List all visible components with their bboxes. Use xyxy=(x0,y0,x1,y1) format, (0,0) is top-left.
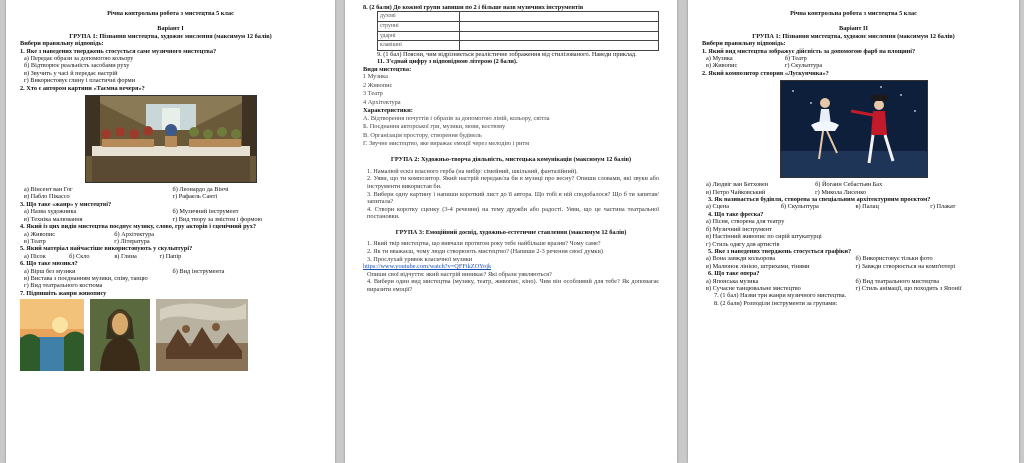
question-6: 6. Що таке опера? xyxy=(708,270,760,278)
answer-option[interactable]: б) Використовує тільки фото xyxy=(855,255,933,263)
question-6: 6. Що таке мюзикл? xyxy=(20,260,78,268)
list-item: 2 Живопис xyxy=(363,81,393,89)
table-row xyxy=(378,12,659,22)
table-row xyxy=(378,22,659,32)
answer-option[interactable]: а) Вінсент ван Гог xyxy=(24,186,73,194)
instrument-groups-table xyxy=(377,11,659,50)
answer-option[interactable]: а) Живопис xyxy=(24,230,56,238)
answer-option[interactable]: г) Скульптура xyxy=(784,62,823,70)
question-3: 3. Що таке «жанр» у мистецтві? xyxy=(20,200,112,208)
answer-option[interactable]: б) Скульптура xyxy=(780,203,819,211)
answer-option[interactable]: в) Театр xyxy=(24,237,46,245)
battle-painting-image xyxy=(156,299,248,371)
answer-option[interactable]: в) Глина xyxy=(114,252,137,260)
question-5: 5. Який матеріал найчастіше використовують у скульптурі? xyxy=(20,245,193,253)
answer-option[interactable]: б) Леонардо да Вінчі xyxy=(172,186,229,194)
answer-option[interactable]: а) Людвіг ван Бетховен xyxy=(706,181,769,189)
table-cell: струнні xyxy=(378,22,460,32)
group-heading: ГРУПА 1: Пізнання мистецтва, художнє мислення (максимум 12 балів) xyxy=(69,32,272,40)
list-item: 4 Архітектура xyxy=(363,98,401,106)
answer-option[interactable]: а) Вона завжди кольорова xyxy=(706,255,776,263)
instruction: Вибери правильну відповідь: xyxy=(702,40,786,48)
answer-option[interactable]: б) Відтворює реальність засобами руху xyxy=(24,62,130,70)
answer-option[interactable]: г) Використовує глину і пластичні форми xyxy=(24,77,135,85)
question-2: 2. Хто є автором картини «Таємна вечеря»? xyxy=(20,84,145,92)
table-row xyxy=(378,41,659,51)
group-heading: ГРУПА 1: Пізнання мистецтва, художнє мислення (максимум 12 балів) xyxy=(752,32,955,40)
answer-option[interactable]: б) Йоганн Себастьян Бах xyxy=(815,181,883,189)
list-item: В. Організація простору, створення будівель xyxy=(363,131,482,139)
answer-option[interactable]: б) Скло xyxy=(69,252,90,260)
mona-lisa-portrait-image xyxy=(90,299,150,371)
answer-option[interactable]: а) Японська музика xyxy=(706,277,759,285)
landscape-painting-image xyxy=(20,299,84,371)
chars-title: Характеристики: xyxy=(363,107,413,115)
list-item: 4. Вибери один вид мистецтва (музику, театр, живопис, кіно). Чим він особливий для тебе? Як допомагає виразити емоції? xyxy=(367,278,659,293)
answer-cell[interactable] xyxy=(460,31,659,41)
question-2: 2. Який композитор створив «Лускунчика»? xyxy=(702,69,829,77)
answer-option[interactable]: а) Пісня, створена для театру xyxy=(706,218,785,226)
table-cell: клавішні xyxy=(378,41,460,51)
answer-cell[interactable] xyxy=(460,22,659,32)
list-item: 3. Вибери одну картину і напиши короткий лист до її автора. Що тобі в ній сподобалося? Що б ти запитав/запитала? xyxy=(367,190,659,206)
list-item: 3 Театр xyxy=(363,90,383,98)
group-heading: ГРУПА 3: Емоційний досвід, художньо-естетичне ставлення (максимум 12 балів) xyxy=(395,228,627,236)
question-4: 4. Що таке фреска? xyxy=(708,210,764,218)
list-item: 2. Уяви, що ти композитор. Який настрій передав/ла би в музиці про весну? Опиши словами, які звуки або інструменти використав би. xyxy=(367,175,659,190)
variant-label: Варіант ІІ xyxy=(839,25,868,33)
question-1: 1. Яке з наведених тверджень стосується саме музичного мистецтва? xyxy=(20,47,217,55)
answer-option[interactable]: в) Пабло Пікассо xyxy=(24,193,70,201)
answer-option[interactable]: в) Петро Чайковський xyxy=(706,188,766,196)
page-3 xyxy=(688,0,1019,463)
list-item: 1 Музика xyxy=(363,73,388,80)
question-8: 8. (2 бали) Розподіли інструменти за групами: xyxy=(714,299,838,307)
answer-option[interactable]: в) Палац xyxy=(855,203,879,211)
list-item: Опиши свої відчуття: який настрій виникає? Які образи уявляються? xyxy=(367,270,552,278)
table-row xyxy=(378,31,659,41)
page-2 xyxy=(345,0,677,463)
kinds-title: Види мистецтва: xyxy=(363,65,412,73)
instruction: Вибери правильну відповідь: xyxy=(20,40,104,48)
answer-option[interactable]: г) Вид твору за змістом і формою xyxy=(172,215,263,223)
answer-option[interactable]: в) Малюнок лінією, штрихами, тінями xyxy=(706,262,810,270)
answer-option[interactable]: г) Микола Лисенко xyxy=(815,188,867,196)
question-5: 5. Яке з наведених тверджень стосується графіки? xyxy=(708,247,852,255)
answer-option[interactable]: а) Музика xyxy=(706,55,733,63)
answer-option[interactable]: а) Передає образи за допомогою кольору xyxy=(24,55,134,63)
list-item: Г. Звучне мистецтво, яке виражає емоції через мелодію і ритм xyxy=(363,140,530,147)
answer-cell[interactable] xyxy=(460,12,659,22)
question-11: 11. З'єднай цифру з відповідною літерою (2 бали). xyxy=(377,58,518,66)
answer-option[interactable]: г) Вид театрального костюма xyxy=(24,282,103,290)
list-item: 1. Який твір мистецтва, що вивчали протягом року тебе найбільше вразив? Чому саме? xyxy=(367,240,601,248)
last-supper-painting-image xyxy=(85,95,257,183)
answer-option[interactable]: б) Вид інструмента xyxy=(172,267,225,275)
answer-cell[interactable] xyxy=(460,41,659,51)
answer-option[interactable]: б) Музичний інструмент xyxy=(172,208,239,216)
list-item: 1. Намалюй ескіз власного герба (на вибір: сімейний, шкільний, фантазійний). xyxy=(367,167,578,175)
list-item: Б. Поєднання акторської гри, музики, мови, костюму xyxy=(363,123,506,131)
answer-option[interactable]: г) Література xyxy=(114,237,150,245)
answer-option[interactable]: а) Пісок xyxy=(24,252,46,260)
answer-option[interactable]: г) Завжди створюється на комп'ютері xyxy=(855,262,956,270)
list-item: 2. Як ти вважаєш, чому люди створюють мистецтво? (Напиши 2-3 речення своєї думки) xyxy=(367,247,603,255)
answer-option[interactable]: г) Плакат xyxy=(930,203,956,211)
youtube-link[interactable]: https://www.youtube.com/watch?v=QFFikZOYojk xyxy=(363,263,492,271)
question-1: 1. Який вид мистецтва зображує дійсність за допомогою фарб на площині? xyxy=(702,47,916,55)
question-8: 8. (2 бали) До кожної групи запиши по 2 і більше назв музичних інструментів xyxy=(363,4,584,11)
answer-option[interactable]: в) Настінний живопис по сирій штукатурці xyxy=(706,233,822,241)
question-7: 7. (1 бал) Назви три жанри музичного мистецтва. xyxy=(714,292,847,300)
nutcracker-ballet-image xyxy=(780,80,928,178)
answer-option[interactable]: г) Стиль анімації, що походить з Японії xyxy=(855,284,962,292)
variant-label: Варіант І xyxy=(157,25,184,33)
question-7: 7. Підпишіть жанри живопису xyxy=(20,289,107,297)
answer-option[interactable]: в) Звучить у часі й передає настрій xyxy=(24,69,118,77)
answer-option[interactable]: б) Театр xyxy=(784,55,807,63)
page-title: Річна контрольна робота з мистецтва 5 клас xyxy=(790,10,917,17)
answer-option[interactable]: а) Вірш без музики xyxy=(24,267,76,275)
answer-option[interactable]: г) Стиль одягу для артистів xyxy=(706,240,780,248)
list-item: 3. Прослухай уривок класичної музики xyxy=(367,255,473,263)
table-cell: духові xyxy=(378,12,460,22)
answer-option[interactable]: б) Музичний інструмент xyxy=(706,225,772,233)
question-4: 4. Який із цих видів мистецтва поєднує музику, слово, гру акторів і сценічний рух? xyxy=(20,223,257,231)
answer-option[interactable]: б) Архітектура xyxy=(114,230,155,238)
answer-option[interactable]: в) Техніка малювання xyxy=(24,215,83,223)
answer-option[interactable]: в) Живопис xyxy=(706,62,738,70)
list-item: 4. Створи коротку сценку (3-4 речення) на тему дружби або радості. Уяви, що це частина театральної постановки. xyxy=(367,205,659,221)
page-1 xyxy=(6,0,335,463)
answer-option[interactable]: г) Папір xyxy=(159,252,182,260)
answer-option[interactable]: в) Сучасне танцювальне мистецтво xyxy=(706,284,801,292)
page-title: Річна контрольна робота з мистецтва 5 клас xyxy=(107,10,234,17)
answer-option[interactable]: б) Вид театрального мистецтва xyxy=(855,277,939,285)
list-item: А. Відтворення почуттів і образів за допомогою ліній, кольору, світла xyxy=(363,114,550,122)
answer-option[interactable]: в) Вистава з поєднанням музики, співу, танцю xyxy=(24,274,148,282)
group-heading: ГРУПА 2: Художньо-творча діяльність, мистецька комунікація (максимум 12 балів) xyxy=(390,156,632,164)
question-9: 9. (1 бал) Поясни, чим відрізняється реалістичне зображення від стилізованого. Наведи приклад. xyxy=(377,50,637,58)
question-3: 3. Як називається будівля, створена за спеціальним архітектурним проєктом? xyxy=(708,196,931,204)
answer-option[interactable]: а) Назва художника xyxy=(24,208,77,216)
answer-option[interactable]: а) Сцена xyxy=(706,203,729,211)
table-cell: ударні xyxy=(378,31,460,41)
answer-option[interactable]: г) Рафаель Санті xyxy=(172,193,218,201)
